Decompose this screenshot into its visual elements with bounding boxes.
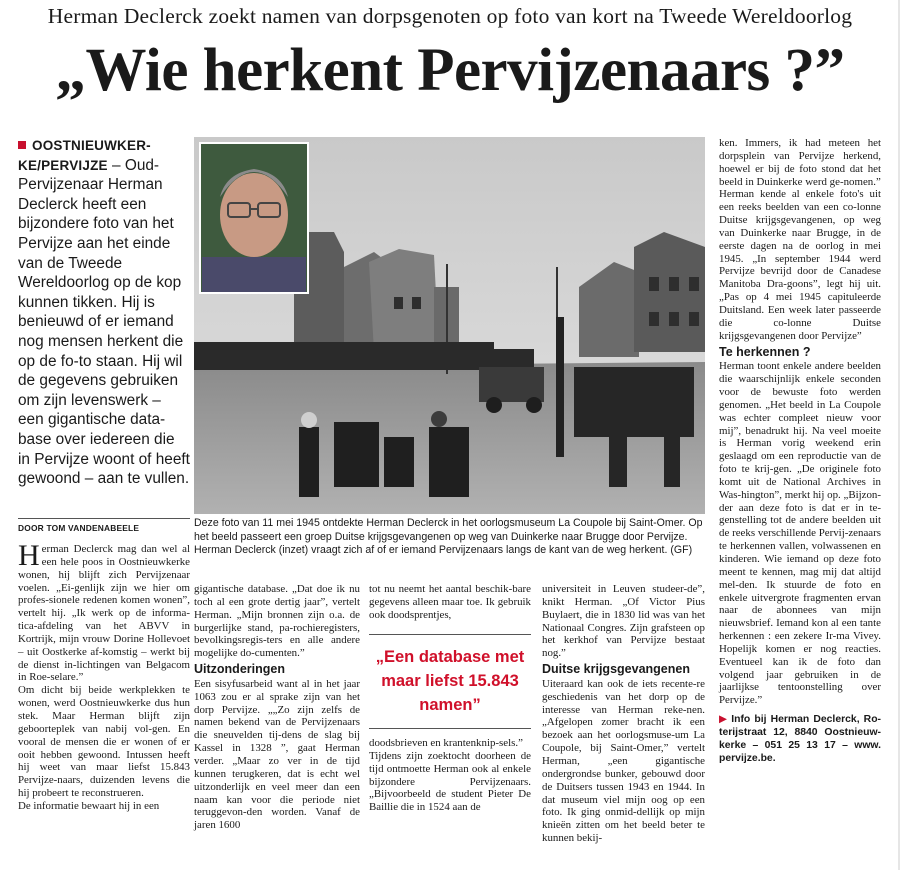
column-2 <box>194 583 360 832</box>
info-text: Info bij Herman Declerck, Ro-terijstraat 12, 8840 Oostnieuw-kerke – 051 25 13 17 – www. pervijze.be. <box>719 714 881 765</box>
subheading-duitse-krijgsgevangenen: Duitse krijgsgevangenen <box>542 662 690 677</box>
lead-place: OOSTNIEUWKER-KE/PERVIJZE <box>18 138 151 173</box>
photo-caption: Deze foto van 11 mei 1945 ontdekte Herman Declerck in het oorlogsmuseum La Coupole bij Saint-Omer. Op het beeld passeert een groep Duitse krijgsgevangenen op weg van Duinkerke naar Brugge door Pervijze. Herman Declerck (inzet) vraagt zich af of er iemand Pervijzenaars langs de kant van de weg herkent. (GF) <box>194 517 703 556</box>
column-5 <box>719 137 881 765</box>
paragraph: Een sisyfusarbeid want al in het jaar 1063 zou er al sprake zijn van het dorp Pervijze. „„Zo zijn zelfs de namen bekend van de Pervijzenaars die sneuvelden tij-dens de slag bij Kassel in 1328 ”, gaat Herman verder. „Maar zo ver in de tijd kunnen terugkeren, dat is echt wel uitzonderlijk en veel meer dan een naam kan voor die periode niet teruggevon-den worden. Vanaf de jaren 1600 <box>194 677 360 832</box>
paragraph: Uiteraard kan ook de iets recente-re geschiedenis van het dorp op de interesse van Herman reke-nen. „Afgelopen zomer bracht ik een bezoek aan het oorlogsmuse-um La Coupole, bij Saint-Omer,” vertelt Herman, „een gigantische ondergrondse bunker, gebouwd door de Duitsers tussen 1943 en 1944. In dat museum viel mijn oog op een foto. Ik ging onmid-dellijk op mijn knieën zitten om het beeld beter te kunnen bekij- <box>542 677 705 845</box>
article-headline: „Wie herkent Pervijzenaars ?” <box>55 37 845 104</box>
info-box <box>719 713 881 765</box>
paragraph: Herman toont enkele andere beelden die waarschijnlijk enkele seconden voor de bewuste foto werden genomen. „Het beeld in La Coupole was echter compleet nieuw voor mij”, benadrukt hij. Na veel moeite is Herman vorig weekend erin geslaagd om een reproductie van de foto te krij-gen. „De originele foto komt uit de National Archives in Was-hington”, merkt hij op. „Bijzon-der aan deze foto is dat er in te-genstelling tot de andere beelden uit de reeks verschillende Pervij-zenaars te herkennen vallen, volwassenen en kinderen. Wie iemand op deze foto meent te kennen, mag mij dat altijd mel-den. Ik stuurde de foto en enkele uitvergrote fragmenten ervan naar de abonnees van mijn nieuwsbrief. Iemand kon al een tante herkennen : een zekere Ir-ma Vivey. Hopelijk komen er nog reacties. Eventueel kan ik de foto dan volgend jaar gebruiken in de jaarlijkse tentoonstelling over Pervijze.” <box>719 360 881 707</box>
article-kicker: Herman Declerck zoekt namen van dorpsgenoten op foto van kort na Tweede Wereldoorlog <box>47 4 853 28</box>
paragraph: doodsbrieven en krantenknip-sels.” <box>369 737 523 749</box>
red-square-icon <box>18 141 26 149</box>
paragraph: Herman kende al enkele foto's uit een reeks beelden van een co-lonne Duitse krijgsgevangenen, op weg van Duinkerke naar Brugge, in de eerste dagen na de oorlog in mei 1945. „In september 1944 werd Pervijze bevrijd door de Canadese Manitoba Dra-goons”, legt hij uit. „Pas op 4 mei 1945 capituleerde Duitsland. Een week later passeerde die co-lonne Duitse krijgsgevangenen door Pervijze” <box>719 188 881 342</box>
byline: DOOR TOM VANDENABEELE <box>18 518 190 533</box>
street-scene-photo <box>194 137 705 514</box>
paragraph: gigantische database. „Dat doe ik nu toch al een grote dertig jaar”, vertelt Herman. „Mijn bronnen zijn o.a. de burgerlijke stand, pa-rochieregisters, bevolkingsregis-ters en alle andere mogelijke do-cumenten.” <box>194 583 360 660</box>
paragraph: universiteit in Leuven studeer-de”, knikt Herman. „Of Victor Pius Buylaert, die in 1830 lid was van het Nationaal Congres. Zijn grafsteen op het kerkhof van Pervijze bestaat nog.” <box>542 583 705 660</box>
subheading-te-herkennen: Te herkennen ? <box>719 344 811 359</box>
paragraph: Om dicht bij beide werkplekken te wonen, werd Oostnieuwkerke dus hun stek. Maar Herman blijft zijn geboorteplek van nabij vol-gen. En vooral de mensen die er wonen of er ooit hebben gewoond. Intussen heeft hij weet van maar liefst 15.843 Pervijze-naars, duizenden levens die hij probeert te reconstrueren. <box>18 684 190 800</box>
column-3-bottom <box>369 737 531 814</box>
paragraph: ken. Immers, ik had meteen het dorpsplein van Pervijze herkend, hoewel er bij de foto stond dat het beeld in Duinkerke werd ge-nomen.” <box>719 137 881 188</box>
article-photo <box>194 137 705 514</box>
pull-quote: „Een database met maar liefst 15.843 namen” <box>369 634 531 729</box>
article-lead <box>18 136 190 489</box>
column-1 <box>18 539 190 813</box>
column-3-top <box>369 583 531 622</box>
triangle-right-icon: ▶ <box>719 714 729 726</box>
column-4 <box>542 583 705 845</box>
drop-cap: H <box>18 539 40 572</box>
paragraph: tot nu neemt het aantal beschik-bare gegevens alleen maar toe. Ik gebruik ook doodsprentjes, <box>369 583 531 621</box>
paragraph: Tijdens zijn zoektocht doorheen de tijd ontmoette Herman ook al enkele bijzondere Pervijzenaars. „Bijvoorbeeld de student Pieter De Baillie die in 1524 aan de <box>369 749 531 814</box>
paragraph: De informatie bewaart hij in een <box>18 799 160 812</box>
paragraph: erman Declerck mag dan wel al een hele poos in Oostnieuwkerke wonen, hij blijft zich Pervijzenaar voelen. „Ei-genlijk zijn we hier om profes-sionele redenen komen wonen”, vertelt hij. „Ik werk op de informa-tica-afdeling van het ABVV in Kortrijk, mijn vrouw Dorine Hollevoet – uit Oostkerke af-komstig – werkt bij de dienst in-lichtingen van Belgacom in Roe-selare.” <box>18 543 190 684</box>
lead-text: – Oud-Pervijzenaar Herman Declerck heeft een bijzondere foto van het Pervijze aan het einde van de Tweede Wereldoorlog op de kop kunnen tikken. Hij is benieuwd of er iemand nog mensen herkent die op de fo-to staan. Hij wil de gegevens gebruiken om zijn levenswerk – een gigantische data-base over iedereen die in Pervijze woont of heeft gewoond – aan te vullen. <box>18 156 190 488</box>
subheading-uitzonderingen: Uitzonderingen <box>194 662 285 677</box>
